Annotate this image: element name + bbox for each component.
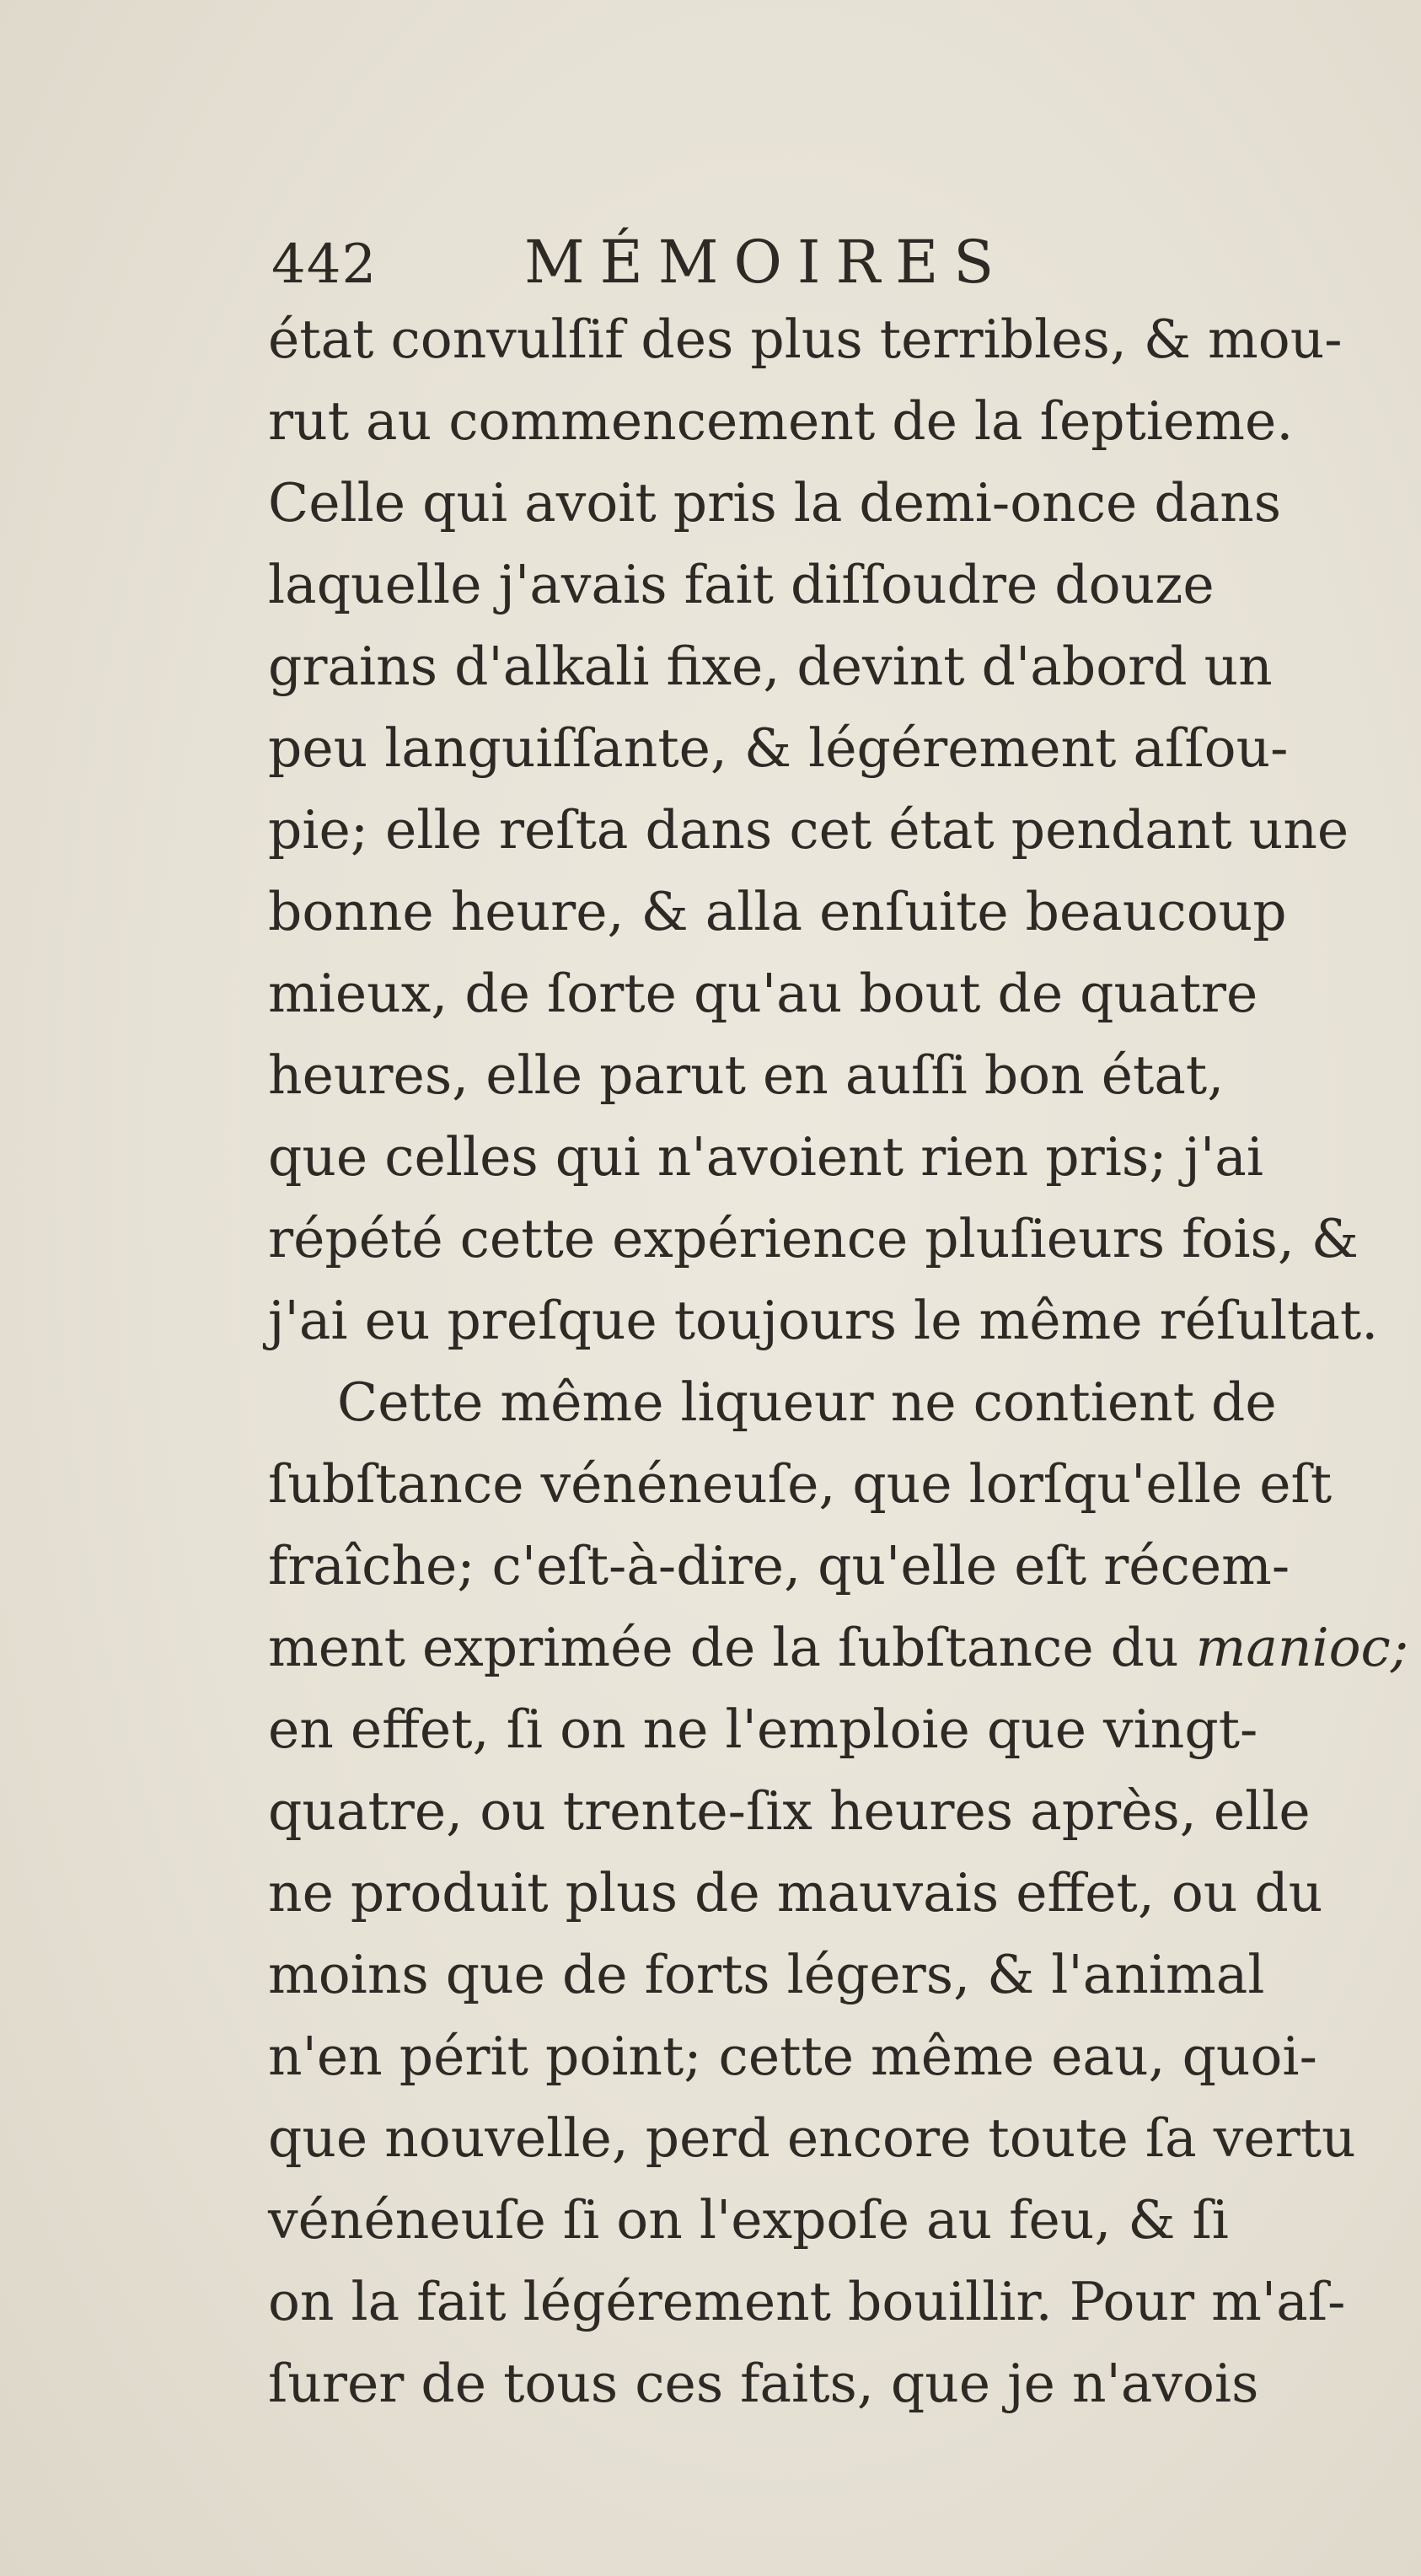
line-text: fraîche; c'eſt-à-dire, qu'elle eſt récem- — [268, 1535, 1290, 1597]
text-line — [268, 707, 1364, 789]
text-line — [268, 2261, 1364, 2343]
text-line — [268, 625, 1364, 707]
line-text: on la fait légérement bouillir. Pour m'aſ- — [268, 2271, 1346, 2332]
line-text: laquelle j'avais fait diſſoudre douze — [268, 554, 1215, 615]
text-line — [268, 789, 1364, 871]
text-line — [268, 1280, 1379, 1361]
line-text: que nouvelle, perd encore toute ſa vertu — [268, 2107, 1356, 2169]
text-line — [268, 1852, 1364, 1934]
line-text: répété cette expérience pluſieurs fois, & — [268, 1208, 1359, 1269]
text-line — [268, 1688, 1364, 1770]
line-text: heures, elle parut en auſſi bon état, — [268, 1044, 1225, 1106]
text-line — [268, 462, 1364, 544]
line-text: quatre, ou trente-ſix heures après, elle — [268, 1780, 1311, 1842]
text-line — [268, 2097, 1364, 2179]
line-text: vénéneuſe ſi on l'expoſe au feu, & ſi — [268, 2189, 1229, 2251]
italic-word: manioc; — [1195, 1617, 1409, 1678]
text-line — [268, 2179, 1364, 2261]
line-text: peu languiſſante, & légérement aſſou- — [268, 717, 1289, 779]
page-number: 442 — [271, 233, 378, 296]
line-text: moins que de forts légers, & l'animal — [268, 1944, 1265, 2005]
line-text: mieux, de ſorte qu'au bout de quatre — [268, 963, 1258, 1024]
text-line — [268, 1361, 1364, 1443]
line-text: grains d'alkali fixe, devint d'abord un — [268, 636, 1273, 697]
line-text: ne produit plus de mauvais effet, ou du — [268, 1862, 1323, 1924]
text-line — [268, 953, 1364, 1034]
line-text: rut au commencement de la ſeptieme. — [268, 390, 1294, 452]
text-line — [268, 2343, 1364, 2424]
running-title: MÉMOIRES — [524, 228, 1010, 297]
text-line — [268, 1116, 1364, 1198]
line-text: pie; elle reſta dans cet état pendant une — [268, 799, 1349, 861]
text-line — [268, 544, 1364, 625]
text-line — [268, 1443, 1364, 1525]
text-line — [268, 1770, 1364, 1852]
line-text: ſurer de tous ces faits, que je n'avois — [268, 2353, 1259, 2414]
text-line — [268, 1198, 1364, 1280]
text-line — [268, 1607, 1409, 1688]
line-text: bonne heure, & alla enſuite beaucoup — [268, 881, 1287, 942]
text-line — [268, 380, 1364, 462]
line-text: j'ai eu preſque toujours le même réſultat. — [268, 1290, 1379, 1351]
text-line — [268, 1034, 1364, 1116]
text-line — [268, 1934, 1364, 2015]
line-text: que celles qui n'avoient rien pris; j'ai — [268, 1126, 1264, 1188]
line-text: en effet, ſi on ne l'emploie que vingt- — [268, 1699, 1258, 1760]
page-text — [268, 228, 1409, 2424]
running-head — [271, 228, 1364, 298]
line-text: état convulſif des plus terribles, & mou- — [268, 309, 1343, 370]
text-line — [268, 2015, 1364, 2097]
line-text: n'en périt point; cette même eau, quoi- — [268, 2026, 1317, 2087]
line-text: ſubſtance vénéneuſe, que lorſqu'elle eſt — [268, 1453, 1333, 1515]
text-line — [268, 1525, 1364, 1607]
line-text: Celle qui avoit pris la demi-once dans — [268, 472, 1282, 534]
line-text — [268, 1607, 1408, 1688]
line-text-part: ment exprimée de la ſubſtance du — [268, 1617, 1179, 1678]
text-line — [268, 871, 1364, 953]
text-line — [268, 298, 1364, 380]
line-text: Cette même liqueur ne contient de — [337, 1371, 1277, 1433]
